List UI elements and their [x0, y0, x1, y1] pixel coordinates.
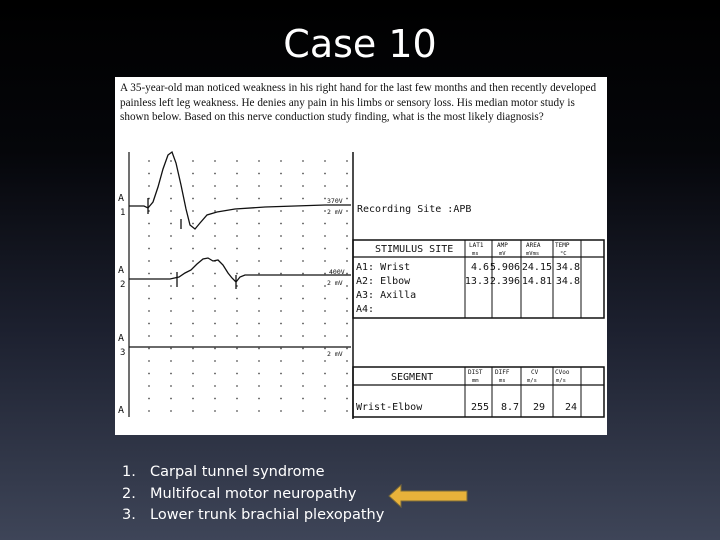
seg-row-1-diff: 8.7	[500, 402, 519, 413]
stim-header-temp: TEMP	[555, 242, 570, 249]
seg-header-cvoo: CVoo	[555, 369, 570, 376]
choice-3-text: Lower trunk brachial plexopathy	[150, 507, 385, 523]
stimulus-table	[353, 240, 604, 318]
seg-header-diff: DIFF	[495, 369, 510, 376]
nerve-conduction-study-chart	[115, 77, 607, 435]
choice-1-number: 1.	[122, 464, 136, 480]
stim-row-4-site: A4:	[356, 304, 375, 315]
trace-wrist-waveform	[129, 152, 351, 229]
choice-3	[122, 505, 384, 527]
choice-2-text: Multifocal motor neuropathy	[150, 485, 357, 502]
stim-header-amp: AMP	[497, 242, 508, 249]
ch3-scale-label: 2 mV	[327, 350, 343, 358]
seg-header-segment: SEGMENT	[391, 372, 434, 383]
answer-choices	[122, 462, 384, 527]
stim-header-amp-unit: mV	[499, 251, 506, 257]
stim-row-2-temp: 34.8	[555, 276, 580, 287]
channel-2-letter: A	[118, 265, 125, 276]
stim-row-1-lat: 4.6	[470, 262, 489, 273]
stim-row-1-temp: 34.8	[555, 262, 580, 273]
seg-row-1-segment: Wrist-Elbow	[356, 402, 423, 413]
choice-2-number: 2.	[122, 485, 136, 502]
stim-row-3-site: A3: Axilla	[356, 290, 417, 301]
slide-title: Case 10	[283, 22, 437, 66]
stim-row-1-site: A1: Wrist	[356, 262, 411, 273]
channel-2-number: 2	[120, 280, 126, 290]
stim-header-temp-unit: °C	[560, 251, 567, 257]
stim-row-2-area: 14.81	[521, 276, 552, 287]
stim-row-1-amp: 5.906	[489, 262, 520, 273]
stim-header-site: STIMULUS SITE	[375, 244, 454, 255]
left-arrow-icon	[388, 484, 470, 508]
stim-header-lat: LAT1	[469, 242, 484, 249]
channel-1-number: 1	[120, 208, 126, 218]
ch1-top-scale-label: 370V	[327, 197, 343, 205]
seg-header-dist-unit: mm	[472, 378, 479, 384]
choice-2	[122, 484, 384, 506]
seg-header-dist: DIST	[468, 369, 483, 376]
seg-header-cv: CV	[531, 369, 539, 376]
channel-3-number: 3	[120, 348, 126, 358]
choice-1	[122, 462, 384, 484]
stim-row-2-lat: 13.3	[464, 276, 489, 287]
seg-row-1-dist: 255	[470, 402, 489, 413]
stim-row-2-site: A2: Elbow	[356, 276, 411, 287]
seg-row-1-cv: 29	[532, 402, 545, 413]
ch2-scale-label: 2 mV	[327, 279, 343, 287]
recording-site-label: Recording Site :APB	[357, 204, 472, 215]
choice-1-text: Carpal tunnel syndrome	[150, 464, 325, 480]
channel-3-letter: A	[118, 333, 125, 344]
channel-1-letter: A	[118, 193, 125, 204]
choice-3-number: 3.	[122, 507, 136, 523]
nerve-conduction-figure	[115, 77, 607, 435]
seg-header-diff-unit: ms	[499, 378, 506, 384]
ch2-top-scale-label: 400V	[329, 268, 345, 276]
segment-table	[353, 367, 604, 417]
stim-row-2-amp: 2.396	[489, 276, 520, 287]
ch1-scale-label: 2 mV	[327, 208, 343, 216]
grid-dots	[148, 160, 348, 412]
trace-elbow-waveform	[129, 258, 351, 282]
stim-header-area-unit: mVms	[526, 251, 540, 257]
seg-header-cvoo-unit: m/s	[556, 378, 566, 384]
question-text: A 35-year-old man noticed weakness in his right hand for the last few months and then recently developed painless left leg weakness. He denies any pain in his limbs or sensory loss. His median motor study is shown below. Based on this nerve conduction study finding, what is the most likely diagnosis?	[120, 82, 597, 124]
channel-4-letter: A	[118, 405, 125, 416]
seg-header-cv-unit: m/s	[527, 378, 537, 384]
stim-header-lat-unit: ms	[472, 251, 479, 257]
seg-row-1-cvoo: 24	[564, 402, 577, 413]
stim-row-1-area: 24.15	[521, 262, 552, 273]
stim-header-area: AREA	[526, 242, 541, 249]
